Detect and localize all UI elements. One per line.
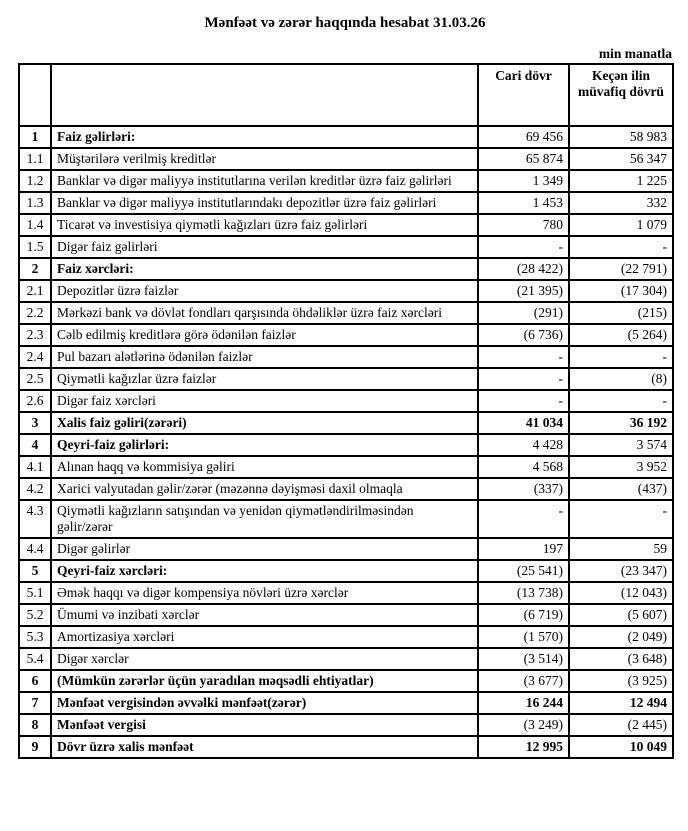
row-number: 1.2 bbox=[19, 170, 51, 192]
row-label: Ümumi və inzibati xərclər bbox=[51, 604, 478, 626]
row-current-value: 41 034 bbox=[478, 412, 569, 434]
row-label: Faiz xərcləri: bbox=[51, 258, 478, 280]
table-row bbox=[19, 258, 673, 280]
row-previous-value: (2 445) bbox=[569, 714, 673, 736]
row-number: 5.4 bbox=[19, 648, 51, 670]
row-label: Depozitlər üzrə faizlər bbox=[51, 280, 478, 302]
row-number: 7 bbox=[19, 692, 51, 714]
table-row bbox=[19, 626, 673, 648]
row-label: Ticarət və investisiya qiymətli kağızları üzrə faiz gəlirləri bbox=[51, 214, 478, 236]
row-label: Qiymətli kağızlar üzrə faizlər bbox=[51, 368, 478, 390]
row-number: 4.1 bbox=[19, 456, 51, 478]
row-label: (Mümkün zərərlər üçün yaradılan məqsədli ehtiyatlar) bbox=[51, 670, 478, 692]
table-row bbox=[19, 582, 673, 604]
row-label: Əmək haqqı və digər kompensiya növləri üzrə xərclər bbox=[51, 582, 478, 604]
row-number: 5.1 bbox=[19, 582, 51, 604]
row-current-value: 197 bbox=[478, 538, 569, 560]
row-previous-value: 56 347 bbox=[569, 148, 673, 170]
row-previous-value: (2 049) bbox=[569, 626, 673, 648]
row-previous-value: (5 264) bbox=[569, 324, 673, 346]
row-previous-value: 332 bbox=[569, 192, 673, 214]
row-previous-value: (3 925) bbox=[569, 670, 673, 692]
table-row bbox=[19, 214, 673, 236]
table-row bbox=[19, 390, 673, 412]
row-current-value: (28 422) bbox=[478, 258, 569, 280]
row-label: Dövr üzrə xalis mənfəət bbox=[51, 736, 478, 758]
row-previous-value: 3 952 bbox=[569, 456, 673, 478]
row-label: Digər faiz xərcləri bbox=[51, 390, 478, 412]
row-label: Alınan haqq və kommisiya gəliri bbox=[51, 456, 478, 478]
row-number: 2 bbox=[19, 258, 51, 280]
row-current-value: - bbox=[478, 236, 569, 258]
row-label: Qeyri-faiz gəlirləri: bbox=[51, 434, 478, 456]
row-current-value: 16 244 bbox=[478, 692, 569, 714]
row-current-value: (337) bbox=[478, 478, 569, 500]
row-current-value: (3 677) bbox=[478, 670, 569, 692]
row-label: Amortizasiya xərcləri bbox=[51, 626, 478, 648]
row-current-value: (13 738) bbox=[478, 582, 569, 604]
row-number: 2.5 bbox=[19, 368, 51, 390]
row-number: 9 bbox=[19, 736, 51, 758]
row-previous-value: 10 049 bbox=[569, 736, 673, 758]
table-row bbox=[19, 670, 673, 692]
row-number: 2.2 bbox=[19, 302, 51, 324]
table-row bbox=[19, 434, 673, 456]
row-previous-value: - bbox=[569, 236, 673, 258]
row-number: 1.4 bbox=[19, 214, 51, 236]
table-row bbox=[19, 346, 673, 368]
table-row bbox=[19, 538, 673, 560]
table-row bbox=[19, 478, 673, 500]
row-current-value: (3 514) bbox=[478, 648, 569, 670]
row-current-value: (6 736) bbox=[478, 324, 569, 346]
row-previous-value: - bbox=[569, 346, 673, 368]
col-header-previous-period: Keçən ilin müvafiq dövrü bbox=[569, 64, 673, 126]
row-current-value: 1 349 bbox=[478, 170, 569, 192]
table-row bbox=[19, 456, 673, 478]
row-previous-value: (8) bbox=[569, 368, 673, 390]
row-number: 1 bbox=[19, 126, 51, 148]
row-label: Digər gəlirlər bbox=[51, 538, 478, 560]
row-previous-value: (22 791) bbox=[569, 258, 673, 280]
row-current-value: - bbox=[478, 368, 569, 390]
row-current-value: (21 395) bbox=[478, 280, 569, 302]
table-row bbox=[19, 280, 673, 302]
table-row bbox=[19, 714, 673, 736]
row-number: 1.5 bbox=[19, 236, 51, 258]
row-number: 2.6 bbox=[19, 390, 51, 412]
table-row bbox=[19, 368, 673, 390]
row-current-value: 1 453 bbox=[478, 192, 569, 214]
table-row bbox=[19, 324, 673, 346]
row-previous-value: 59 bbox=[569, 538, 673, 560]
row-label: Digər faiz gəlirləri bbox=[51, 236, 478, 258]
row-number: 6 bbox=[19, 670, 51, 692]
row-label: Xarici valyutadan gəlir/zərər (məzənnə dəyişməsi daxil olmaqla bbox=[51, 478, 478, 500]
col-header-number bbox=[19, 64, 51, 126]
unit-note: min manatla bbox=[598, 46, 672, 61]
table-header-row bbox=[19, 64, 673, 126]
row-number: 5 bbox=[19, 560, 51, 582]
row-number: 2.4 bbox=[19, 346, 51, 368]
table-row bbox=[19, 560, 673, 582]
row-number: 5.3 bbox=[19, 626, 51, 648]
row-previous-value: 3 574 bbox=[569, 434, 673, 456]
row-current-value: (25 541) bbox=[478, 560, 569, 582]
row-number: 1.1 bbox=[19, 148, 51, 170]
row-number: 4 bbox=[19, 434, 51, 456]
row-previous-value: (23 347) bbox=[569, 560, 673, 582]
row-previous-value: (5 607) bbox=[569, 604, 673, 626]
table-row bbox=[19, 692, 673, 714]
row-current-value: 65 874 bbox=[478, 148, 569, 170]
table-row bbox=[19, 170, 673, 192]
row-number: 3 bbox=[19, 412, 51, 434]
row-previous-value: 1 225 bbox=[569, 170, 673, 192]
row-number: 1.3 bbox=[19, 192, 51, 214]
row-current-value: (3 249) bbox=[478, 714, 569, 736]
row-current-value: 12 995 bbox=[478, 736, 569, 758]
row-previous-value: - bbox=[569, 390, 673, 412]
row-label: Mənfəət vergisindən əvvəlki mənfəət(zərər) bbox=[51, 692, 478, 714]
row-previous-value: (437) bbox=[569, 478, 673, 500]
row-previous-value: - bbox=[569, 500, 673, 538]
table-row bbox=[19, 236, 673, 258]
table-row bbox=[19, 302, 673, 324]
col-header-description bbox=[51, 64, 478, 126]
table-row bbox=[19, 192, 673, 214]
row-number: 8 bbox=[19, 714, 51, 736]
pl-table-body bbox=[19, 126, 673, 758]
table-row bbox=[19, 500, 673, 538]
row-current-value: 4 428 bbox=[478, 434, 569, 456]
profit-loss-table bbox=[18, 63, 674, 759]
row-current-value: (6 719) bbox=[478, 604, 569, 626]
table-row bbox=[19, 604, 673, 626]
row-label: Mərkəzi bank və dövlət fondları qarşısında öhdəliklər üzrə faiz xərcləri bbox=[51, 302, 478, 324]
row-previous-value: 58 983 bbox=[569, 126, 673, 148]
row-previous-value: 1 079 bbox=[569, 214, 673, 236]
row-current-value: 69 456 bbox=[478, 126, 569, 148]
row-current-value: - bbox=[478, 500, 569, 538]
row-number: 2.1 bbox=[19, 280, 51, 302]
row-previous-value: (215) bbox=[569, 302, 673, 324]
row-current-value: 4 568 bbox=[478, 456, 569, 478]
row-label: Banklar və digər maliyyə institutlarındakı depozitlər üzrə faiz gəlirləri bbox=[51, 192, 478, 214]
row-previous-value: 36 192 bbox=[569, 412, 673, 434]
table-row bbox=[19, 648, 673, 670]
row-label: Qiymətli kağızların satışından və yenidən qiymətləndirilməsindən gəlir/zərər bbox=[51, 500, 478, 538]
table-row bbox=[19, 736, 673, 758]
table-row bbox=[19, 126, 673, 148]
table-row bbox=[19, 148, 673, 170]
row-label: Cəlb edilmiş kreditlərə görə ödənilən faizlər bbox=[51, 324, 478, 346]
row-previous-value: (3 648) bbox=[569, 648, 673, 670]
row-label: Faiz gəlirləri: bbox=[51, 126, 478, 148]
row-number: 4.2 bbox=[19, 478, 51, 500]
row-label: Qeyri-faiz xərcləri: bbox=[51, 560, 478, 582]
row-current-value: - bbox=[478, 346, 569, 368]
row-label: Banklar və digər maliyyə institutlarına verilən kreditlər üzrə faiz gəlirləri bbox=[51, 170, 478, 192]
row-label: Mənfəət vergisi bbox=[51, 714, 478, 736]
row-previous-value: 12 494 bbox=[569, 692, 673, 714]
row-label: Xalis faiz gəliri(zərəri) bbox=[51, 412, 478, 434]
row-number: 4.3 bbox=[19, 500, 51, 538]
row-number: 4.4 bbox=[19, 538, 51, 560]
report-title: Mənfəət və zərər haqqında hesabat 31.03.26 bbox=[204, 15, 486, 31]
row-label: Müştərilərə verilmiş kreditlər bbox=[51, 148, 478, 170]
col-header-current-period: Cari dövr bbox=[478, 64, 569, 126]
row-label: Pul bazarı alətlərinə ödənilən faizlər bbox=[51, 346, 478, 368]
row-current-value: (1 570) bbox=[478, 626, 569, 648]
row-number: 2.3 bbox=[19, 324, 51, 346]
table-row bbox=[19, 412, 673, 434]
row-current-value: - bbox=[478, 390, 569, 412]
row-number: 5.2 bbox=[19, 604, 51, 626]
row-current-value: (291) bbox=[478, 302, 569, 324]
row-current-value: 780 bbox=[478, 214, 569, 236]
row-previous-value: (17 304) bbox=[569, 280, 673, 302]
row-previous-value: (12 043) bbox=[569, 582, 673, 604]
row-label: Digər xərclər bbox=[51, 648, 478, 670]
